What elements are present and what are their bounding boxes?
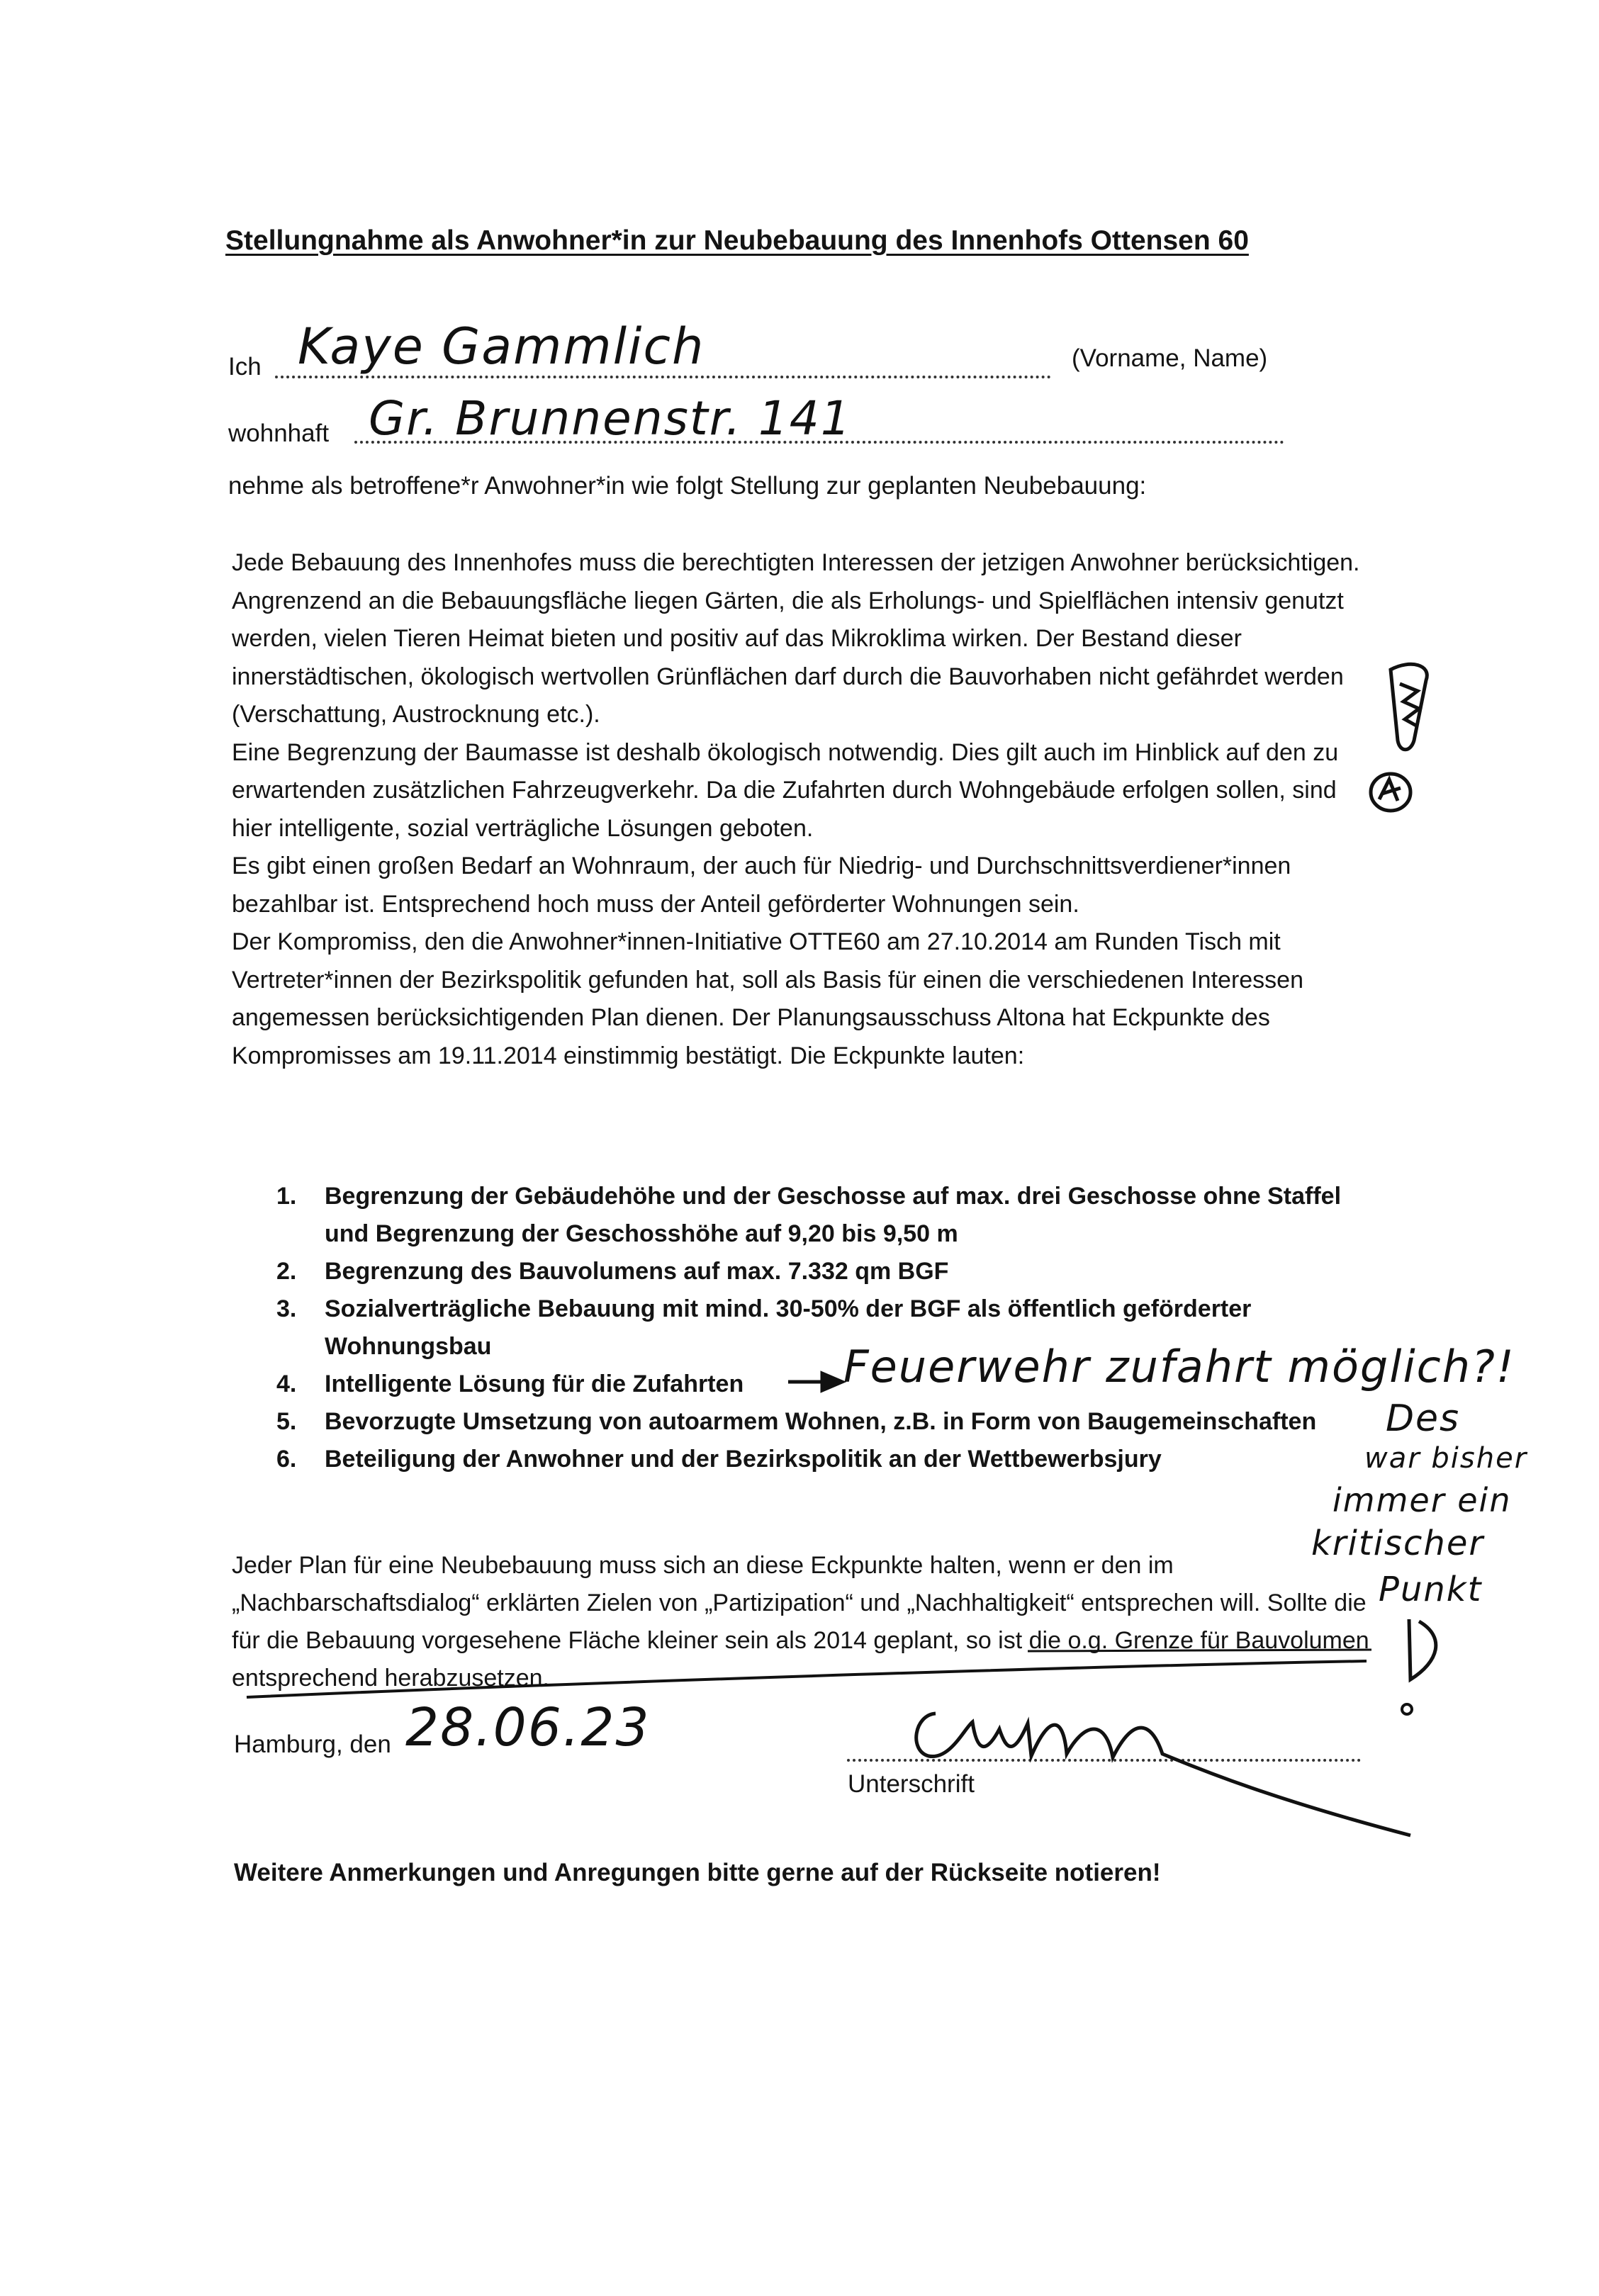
handwritten-date: 28.06.23 — [405, 1697, 651, 1758]
list-number: 6. — [276, 1446, 297, 1473]
margin-note-line: Des — [1386, 1397, 1461, 1440]
list-text: Sozialverträgliche Bebauung mit mind. 30-50% der BGF als öffentlich geförderter Wohnungsbau — [325, 1295, 1252, 1360]
margin-note-line: immer ein — [1332, 1481, 1512, 1519]
list-number: 3. — [276, 1295, 297, 1322]
paragraph-5: Der Kompromiss, den die Anwohner*innen-Initiative OTTE60 am 27.10.2014 am Runden Tisch mit Vertreter*innen der Bezirkspolitik gefunden hat, soll als Basis für einen die verschiedenen Interessen angemessen berücksichtigenden Plan dienen. Der Planungsausschuss Altona hat Eckpunkte des Kompromisses am 19.11.2014 einstimmig bestätigt. Die Eckpunkte lauten: — [232, 928, 1303, 1069]
ich-label: Ich — [228, 353, 262, 381]
closing-text: Jeder Plan für eine Neubebauung muss sich an diese Eckpunkte halten, wenn er den im „Nachbarschaftsdialog“ erklärten Zielen von „Partizipation“ und „Nachhaltigkeit“ entsprechen will. Sollte die für die Bebauung vorgesehene Fläche kleiner sein als 2014 geplant, so ist die o.g. Grenze für Bauvolumen entsprechend herabzusetzen. — [232, 1552, 1369, 1692]
handwritten-d-mark — [1409, 1619, 1436, 1679]
signature-scribble — [916, 1713, 1410, 1835]
handwritten-address: Gr. Brunnenstr. 141 — [369, 391, 852, 446]
list-text: Begrenzung des Bauvolumens auf max. 7.332 qm BGF — [325, 1258, 949, 1285]
list-text: Bevorzugte Umsetzung von autoarmem Wohnen, z.B. in Form von Baugemeinschaften — [325, 1408, 1317, 1435]
handwritten-underline — [1028, 1650, 1371, 1651]
handwritten-name: Kaye Gammlich — [298, 317, 705, 376]
place-date-label: Hamburg, den — [234, 1731, 391, 1758]
paragraph-4: Es gibt einen großen Bedarf an Wohnraum, der auch für Niedrig- und Durchschnittsverdiener*innen bezahlbar ist. Entsprechend hoch muss der Anteil geförderter Wohnungen sein. — [232, 852, 1291, 918]
name-hint: (Vorname, Name) — [1072, 344, 1268, 372]
margin-note-line: war bisher — [1364, 1442, 1528, 1475]
paragraph-1: Jede Bebauung des Innenhofes muss die berechtigten Interessen der jetzigen Anwohner berücksichtigen. — [232, 549, 1360, 576]
intro-statement: nehme als betroffene*r Anwohner*in wie folgt Stellung zur geplanten Neubebauung: — [228, 472, 1147, 500]
page-title: Stellungnahme als Anwohner*in zur Neubebauung des Innenhofs Ottensen 60 — [225, 225, 1249, 256]
signature-label: Unterschrift — [848, 1770, 975, 1798]
wohnhaft-label: wohnhaft — [228, 420, 330, 447]
footer-note: Weitere Anmerkungen und Anregungen bitte gerne auf der Rückseite notieren! — [234, 1859, 1161, 1886]
circled-mark-icon — [1371, 774, 1410, 811]
list-number: 2. — [276, 1258, 297, 1285]
handwritten-underline — [247, 1661, 1367, 1697]
margin-note-line: Punkt — [1379, 1570, 1483, 1609]
paragraph-2: Angrenzend an die Bebauungsfläche liegen Gärten, die als Erholungs- und Spielflächen intensiv genutzt werden, vielen Tieren Heimat bieten und positiv auf das Mikroklima wirken. Der Bestand dieser innerstädtischen, ökologisch wertvollen Grünflächen darf durch die Bauvorhaben nicht gefährdet werden (Verschattung, Austrocknung etc.). — [232, 587, 1344, 728]
arrow-icon — [788, 1373, 842, 1390]
list-text: Intelligente Lösung für die Zufahrten — [325, 1371, 744, 1397]
margin-note-line: kritischer — [1311, 1524, 1485, 1563]
list-text: Begrenzung der Gebäudehöhe und der Geschosse auf max. drei Geschosse ohne Staffel und Begrenzung der Geschosshöhe auf 9,20 bis 9,50 m — [325, 1183, 1342, 1247]
exclamation-mark-icon — [1391, 664, 1427, 749]
list-number: 1. — [276, 1183, 297, 1210]
paragraph-3: Eine Begrenzung der Baumasse ist deshalb ökologisch notwendig. Dies gilt auch im Hinblick auf den zu erwartenden zusätzlichen Fahrzeugverkehr. Da die Zufahrten durch Wohngebäude erfolgen sollen, sind hier intelligente, sozial verträgliche Lösungen geboten. — [232, 738, 1339, 842]
list-text: Beteiligung der Anwohner und der Bezirkspolitik an der Wettbewerbsjury — [325, 1446, 1162, 1473]
list-number: 4. — [276, 1371, 297, 1397]
dot-mark — [1402, 1704, 1412, 1714]
list-number: 5. — [276, 1408, 297, 1435]
handwritten-feuerwehr-note: Feuerwehr zufahrt möglich?! — [843, 1341, 1515, 1392]
